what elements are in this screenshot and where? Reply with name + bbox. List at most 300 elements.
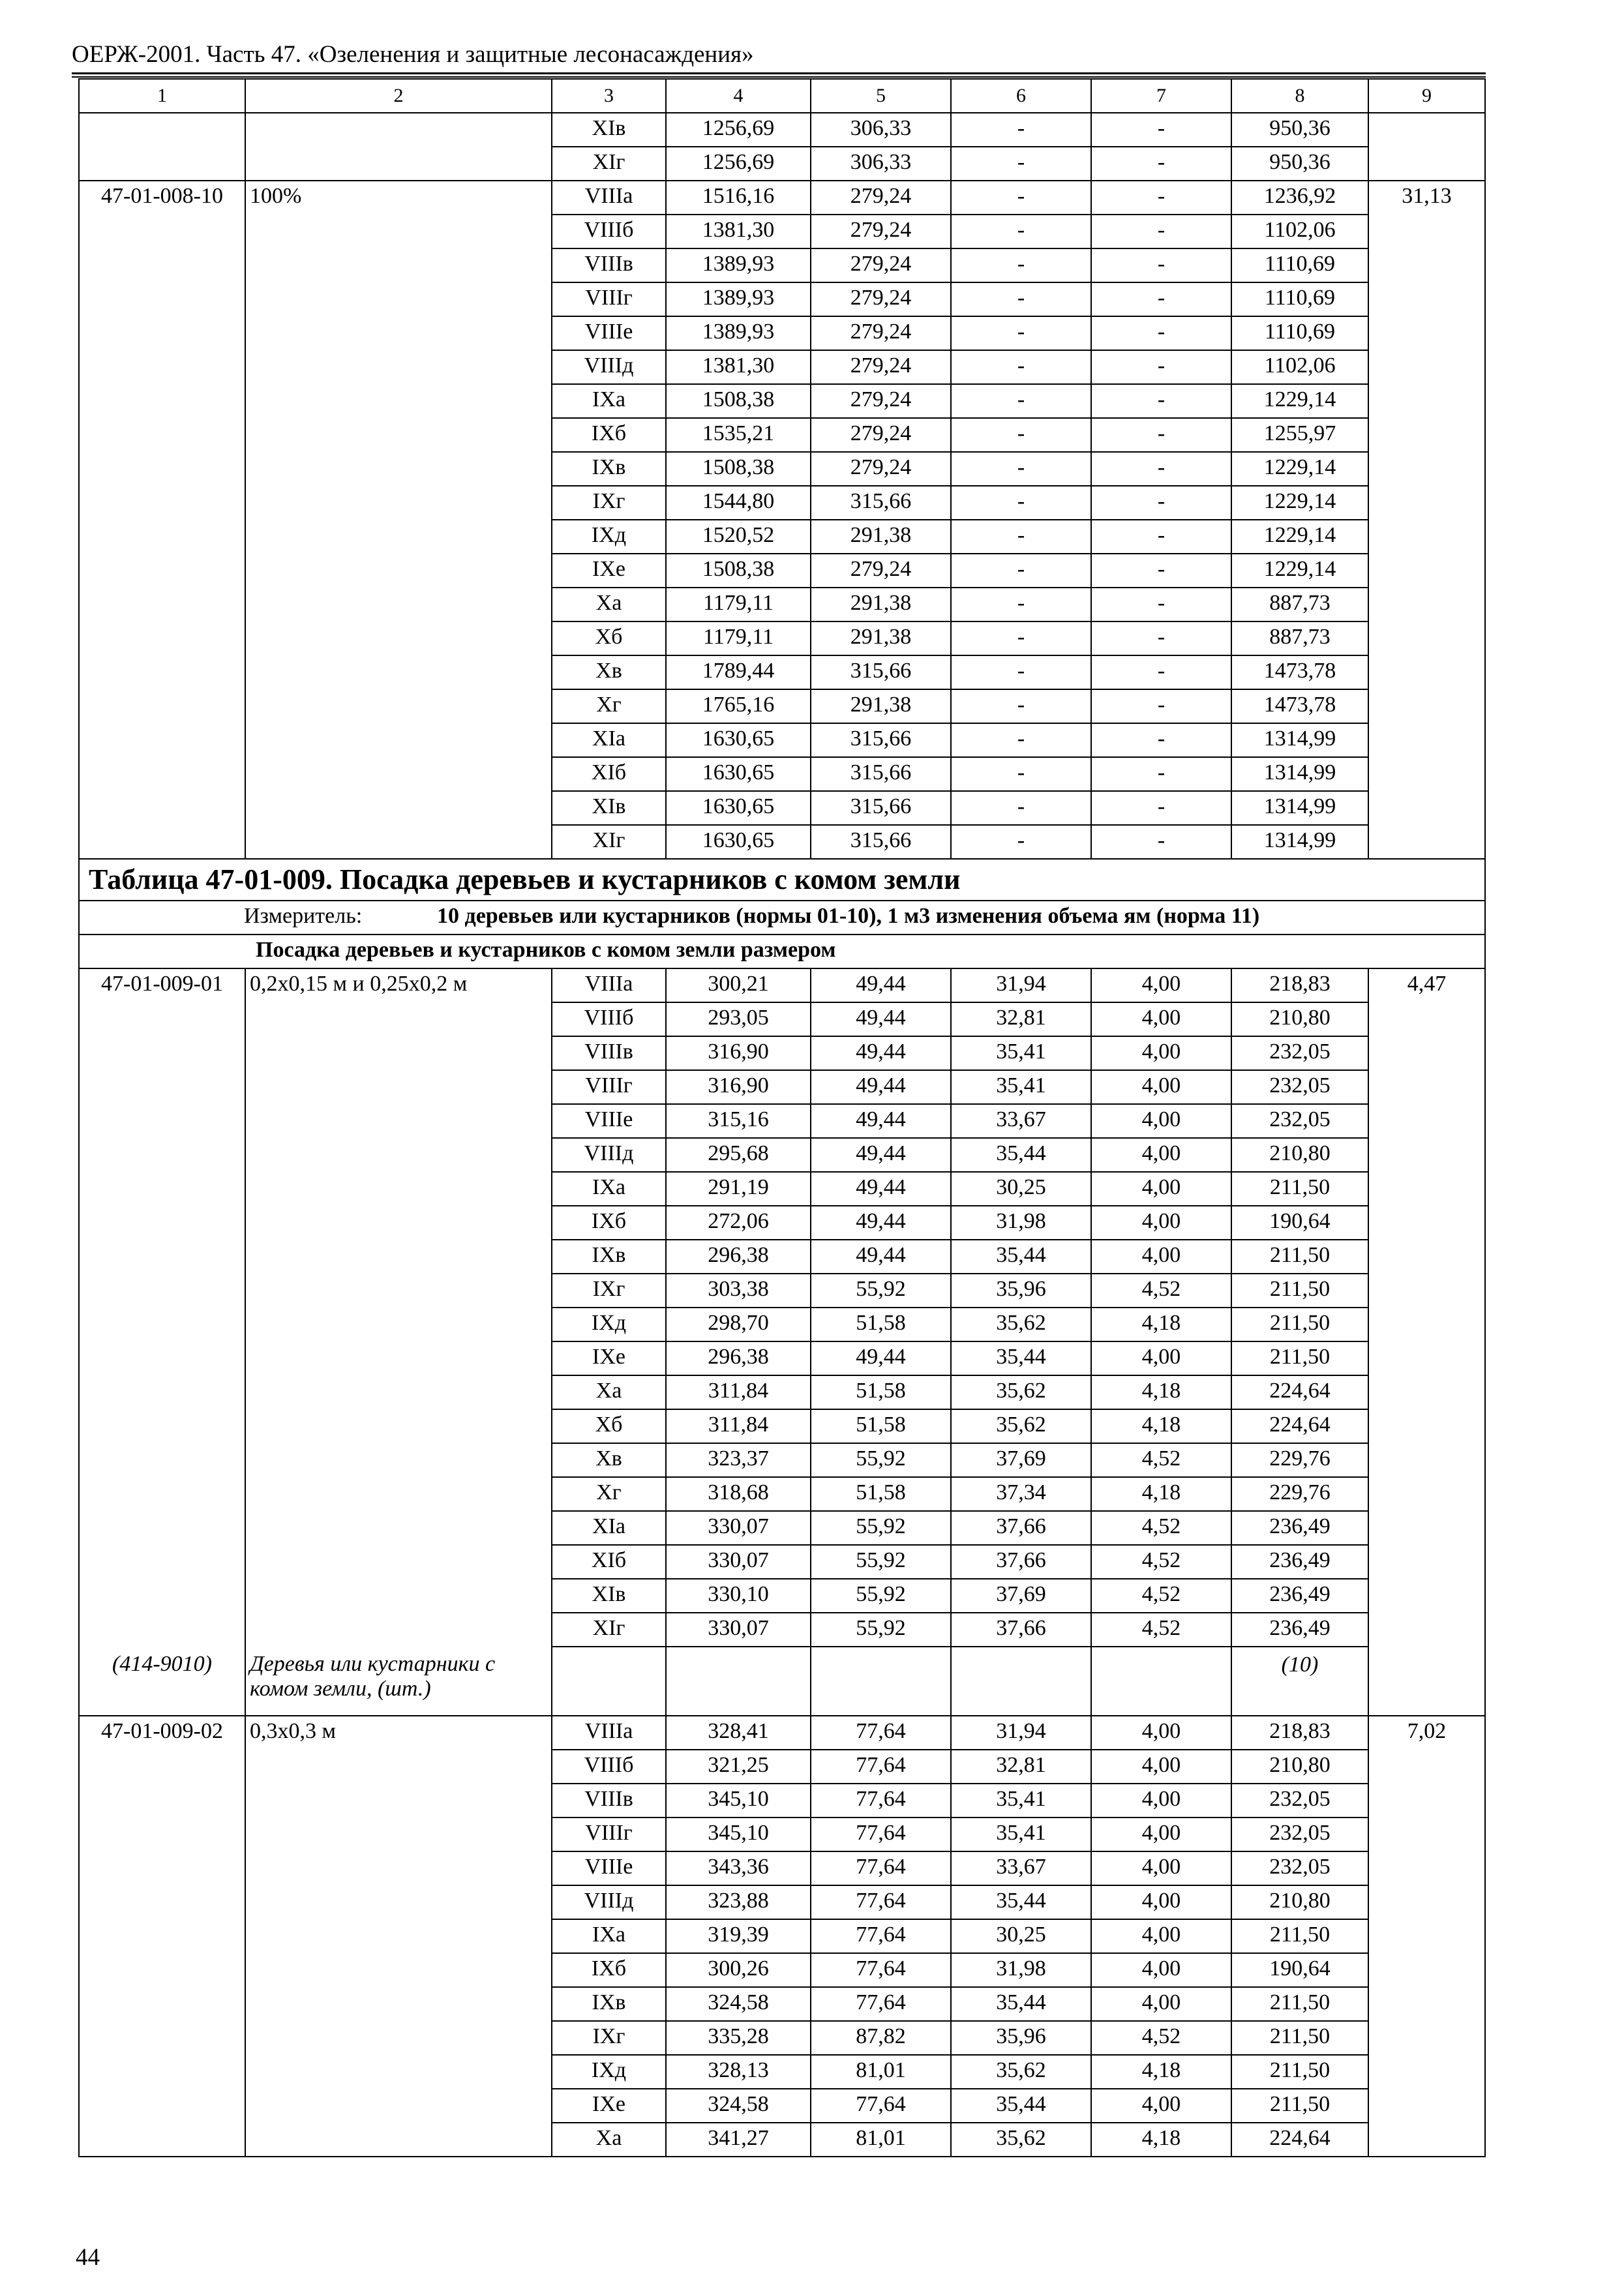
value-cell: - bbox=[951, 655, 1091, 689]
value-cell: 345,10 bbox=[666, 1784, 811, 1818]
col9-value: 7,02 bbox=[1368, 1716, 1485, 1750]
value-cell: 323,88 bbox=[666, 1885, 811, 1919]
zone-cell: Хг bbox=[552, 1477, 666, 1511]
value-cell bbox=[1091, 1647, 1231, 1716]
zone-cell: VIIIв bbox=[552, 248, 666, 282]
norm-code bbox=[79, 1341, 245, 1375]
table-row bbox=[79, 452, 1485, 486]
value-cell: 4,00 bbox=[1091, 1784, 1231, 1818]
value-cell: - bbox=[1091, 791, 1231, 825]
table-row bbox=[79, 1885, 1485, 1919]
column-numbers-row bbox=[79, 79, 1485, 113]
value-cell: 1236,92 bbox=[1231, 181, 1368, 215]
value-cell: 1229,14 bbox=[1231, 520, 1368, 554]
norm-code bbox=[79, 621, 245, 655]
table-row bbox=[79, 689, 1485, 723]
value-cell: 4,00 bbox=[1091, 1953, 1231, 1987]
value-cell: 211,50 bbox=[1231, 1341, 1368, 1375]
col9-value bbox=[1368, 621, 1485, 655]
norm-description bbox=[245, 689, 552, 723]
table-row bbox=[79, 791, 1485, 825]
value-cell: - bbox=[951, 486, 1091, 520]
zone-cell: ХIв bbox=[552, 113, 666, 147]
col9-value bbox=[1368, 1409, 1485, 1443]
value-cell: 330,07 bbox=[666, 1613, 811, 1647]
value-cell: 1110,69 bbox=[1231, 282, 1368, 316]
value-cell: - bbox=[951, 689, 1091, 723]
value-cell: 77,64 bbox=[811, 1784, 951, 1818]
table-row bbox=[79, 520, 1485, 554]
value-cell: - bbox=[1091, 350, 1231, 384]
value-cell: 37,66 bbox=[951, 1511, 1091, 1545]
col9-value: 31,13 bbox=[1368, 181, 1485, 215]
table-title: Таблица 47-01-009. Посадка деревьев и кустарников с комом земли bbox=[79, 859, 1485, 901]
value-cell: 4,52 bbox=[1091, 2021, 1231, 2055]
value-cell: 232,05 bbox=[1231, 1818, 1368, 1851]
value-cell: 49,44 bbox=[811, 1138, 951, 1172]
measure-label: Измеритель: bbox=[244, 904, 363, 928]
value-cell: 1110,69 bbox=[1231, 316, 1368, 350]
value-cell bbox=[666, 1647, 811, 1716]
col9-value bbox=[1368, 1579, 1485, 1613]
norm-code bbox=[79, 1274, 245, 1308]
value-cell bbox=[552, 1647, 666, 1716]
value-cell: - bbox=[1091, 486, 1231, 520]
value-cell: 55,92 bbox=[811, 1274, 951, 1308]
norm-code bbox=[79, 1375, 245, 1409]
value-cell: 4,52 bbox=[1091, 1579, 1231, 1613]
value-cell: 303,38 bbox=[666, 1274, 811, 1308]
value-cell: 291,38 bbox=[811, 588, 951, 621]
value-cell: 315,16 bbox=[666, 1104, 811, 1138]
value-cell: 4,00 bbox=[1091, 1240, 1231, 1274]
table-row bbox=[79, 1784, 1485, 1818]
value-cell: 1102,06 bbox=[1231, 350, 1368, 384]
norm-description bbox=[245, 621, 552, 655]
norm-code bbox=[79, 1545, 245, 1579]
value-cell: 279,24 bbox=[811, 282, 951, 316]
measure-value: 10 деревьев или кустарников (нормы 01-10), 1 м3 изменения объема ям (норма 11) bbox=[437, 904, 1260, 928]
zone-cell: VIIIе bbox=[552, 1851, 666, 1885]
column-number: 1 bbox=[79, 79, 245, 113]
table-row bbox=[79, 1851, 1485, 1885]
column-number: 3 bbox=[552, 79, 666, 113]
resource-code: (414-9010) bbox=[79, 1647, 245, 1716]
value-cell: 1508,38 bbox=[666, 452, 811, 486]
value-cell: - bbox=[951, 588, 1091, 621]
value-cell: 77,64 bbox=[811, 1919, 951, 1953]
value-cell: 887,73 bbox=[1231, 621, 1368, 655]
value-cell: - bbox=[1091, 621, 1231, 655]
col9-value bbox=[1368, 1919, 1485, 1953]
norm-description bbox=[245, 384, 552, 418]
norm-code bbox=[79, 2089, 245, 2123]
zone-cell: ХIв bbox=[552, 1579, 666, 1613]
norm-description bbox=[245, 2021, 552, 2055]
value-cell: 229,76 bbox=[1231, 1443, 1368, 1477]
norm-code bbox=[79, 350, 245, 384]
section-title: Посадка деревьев и кустарников с комом земли размером bbox=[79, 935, 1485, 968]
zone-cell: Хв bbox=[552, 655, 666, 689]
norm-code bbox=[79, 655, 245, 689]
value-cell: - bbox=[951, 418, 1091, 452]
value-cell: 35,44 bbox=[951, 2089, 1091, 2123]
value-cell: 321,25 bbox=[666, 1750, 811, 1784]
value-cell: 316,90 bbox=[666, 1036, 811, 1070]
value-cell: 328,13 bbox=[666, 2055, 811, 2089]
norm-description bbox=[245, 757, 552, 791]
norm-code bbox=[79, 215, 245, 248]
table-row bbox=[79, 968, 1485, 1002]
value-cell: 4,52 bbox=[1091, 1613, 1231, 1647]
value-cell: 335,28 bbox=[666, 2021, 811, 2055]
norm-description bbox=[245, 1274, 552, 1308]
value-cell: - bbox=[1091, 147, 1231, 181]
value-cell: - bbox=[1091, 655, 1231, 689]
norm-code bbox=[79, 1919, 245, 1953]
table-row bbox=[79, 1750, 1485, 1784]
value-cell: 4,18 bbox=[1091, 2055, 1231, 2089]
value-cell: 324,58 bbox=[666, 1987, 811, 2021]
norm-code bbox=[79, 2123, 245, 2157]
table-row bbox=[79, 1002, 1485, 1036]
norm-description bbox=[245, 723, 552, 757]
value-cell: 4,00 bbox=[1091, 1172, 1231, 1206]
value-cell: 51,58 bbox=[811, 1477, 951, 1511]
table-row bbox=[79, 588, 1485, 621]
value-cell: 35,62 bbox=[951, 1375, 1091, 1409]
norm-code bbox=[79, 1818, 245, 1851]
table-row bbox=[79, 1443, 1485, 1477]
norm-description bbox=[245, 1784, 552, 1818]
value-cell: 1535,21 bbox=[666, 418, 811, 452]
column-number: 4 bbox=[666, 79, 811, 113]
value-cell: 51,58 bbox=[811, 1375, 951, 1409]
value-cell: 279,24 bbox=[811, 215, 951, 248]
table-row bbox=[79, 248, 1485, 282]
value-cell: 315,66 bbox=[811, 757, 951, 791]
value-cell: 1229,14 bbox=[1231, 384, 1368, 418]
col9-value bbox=[1368, 248, 1485, 282]
value-cell: 4,18 bbox=[1091, 2123, 1231, 2157]
value-cell: 279,24 bbox=[811, 418, 951, 452]
table-row bbox=[79, 1138, 1485, 1172]
col9-value bbox=[1368, 1477, 1485, 1511]
table-row bbox=[79, 113, 1485, 147]
table-row bbox=[79, 1104, 1485, 1138]
norm-code bbox=[79, 1443, 245, 1477]
value-cell: 218,83 bbox=[1231, 1716, 1368, 1750]
value-cell: 1473,78 bbox=[1231, 655, 1368, 689]
norm-code bbox=[79, 588, 245, 621]
col9-value bbox=[1368, 147, 1485, 181]
value-cell: - bbox=[1091, 181, 1231, 215]
value-cell: 4,00 bbox=[1091, 1070, 1231, 1104]
value-cell: 236,49 bbox=[1231, 1511, 1368, 1545]
col9-value bbox=[1368, 2055, 1485, 2089]
col9-value bbox=[1368, 486, 1485, 520]
value-cell: 4,00 bbox=[1091, 1002, 1231, 1036]
value-cell: 49,44 bbox=[811, 1104, 951, 1138]
norm-code bbox=[79, 384, 245, 418]
value-cell: 1630,65 bbox=[666, 723, 811, 757]
value-cell: - bbox=[951, 384, 1091, 418]
value-cell: 4,00 bbox=[1091, 1104, 1231, 1138]
col9-value bbox=[1368, 418, 1485, 452]
value-cell: 1789,44 bbox=[666, 655, 811, 689]
value-cell: 31,98 bbox=[951, 1206, 1091, 1240]
value-cell: 35,96 bbox=[951, 2021, 1091, 2055]
value-cell: 293,05 bbox=[666, 1002, 811, 1036]
value-cell: 343,36 bbox=[666, 1851, 811, 1885]
table-row bbox=[79, 1375, 1485, 1409]
value-cell: 323,37 bbox=[666, 1443, 811, 1477]
col9-value bbox=[1368, 655, 1485, 689]
table-row bbox=[79, 1613, 1485, 1647]
value-cell: 55,92 bbox=[811, 1545, 951, 1579]
value-cell: 211,50 bbox=[1231, 1172, 1368, 1206]
value-cell: 77,64 bbox=[811, 1818, 951, 1851]
zone-cell: Ха bbox=[552, 588, 666, 621]
value-cell: 236,49 bbox=[1231, 1545, 1368, 1579]
zone-cell: IХе bbox=[552, 1341, 666, 1375]
value-cell: 51,58 bbox=[811, 1409, 951, 1443]
value-cell: 35,62 bbox=[951, 2055, 1091, 2089]
value-cell: 4,00 bbox=[1091, 1716, 1231, 1750]
col9-value bbox=[1368, 384, 1485, 418]
zone-cell: ХIг bbox=[552, 1613, 666, 1647]
value-cell: 236,49 bbox=[1231, 1579, 1368, 1613]
value-cell: 1229,14 bbox=[1231, 486, 1368, 520]
value-cell: 49,44 bbox=[811, 1002, 951, 1036]
norm-description: 100% bbox=[245, 181, 552, 215]
value-cell: 330,10 bbox=[666, 1579, 811, 1613]
norm-description bbox=[245, 1885, 552, 1919]
zone-cell: Хг bbox=[552, 689, 666, 723]
norm-description bbox=[245, 113, 552, 147]
value-cell: 1765,16 bbox=[666, 689, 811, 723]
norm-description bbox=[245, 2123, 552, 2157]
table-row bbox=[79, 1341, 1485, 1375]
resource-qty: (10) bbox=[1231, 1647, 1368, 1716]
value-cell: 1473,78 bbox=[1231, 689, 1368, 723]
value-cell: - bbox=[1091, 689, 1231, 723]
zone-cell: VIIIе bbox=[552, 1104, 666, 1138]
value-cell: - bbox=[951, 282, 1091, 316]
norm-description bbox=[245, 282, 552, 316]
value-cell: 211,50 bbox=[1231, 1274, 1368, 1308]
col9-value bbox=[1368, 452, 1485, 486]
norm-code bbox=[79, 757, 245, 791]
norm-code bbox=[79, 554, 245, 588]
norm-description bbox=[245, 248, 552, 282]
norm-code bbox=[79, 452, 245, 486]
value-cell: 1256,69 bbox=[666, 113, 811, 147]
value-cell: 306,33 bbox=[811, 113, 951, 147]
value-cell: 279,24 bbox=[811, 452, 951, 486]
value-cell: 1389,93 bbox=[666, 248, 811, 282]
norm-code bbox=[79, 1308, 245, 1341]
value-cell: - bbox=[1091, 113, 1231, 147]
value-cell: 211,50 bbox=[1231, 2021, 1368, 2055]
col9-value bbox=[1368, 1443, 1485, 1477]
value-cell: 35,44 bbox=[951, 1341, 1091, 1375]
col9-value bbox=[1368, 1613, 1485, 1647]
value-cell: 49,44 bbox=[811, 1070, 951, 1104]
norm-code bbox=[79, 1002, 245, 1036]
value-cell: 1381,30 bbox=[666, 215, 811, 248]
zone-cell: VIIIд bbox=[552, 1885, 666, 1919]
col9-value bbox=[1368, 1851, 1485, 1885]
value-cell: 319,39 bbox=[666, 1919, 811, 1953]
table-row bbox=[79, 2123, 1485, 2157]
norm-description bbox=[245, 2055, 552, 2089]
zone-cell: IХв bbox=[552, 452, 666, 486]
value-cell: 950,36 bbox=[1231, 147, 1368, 181]
value-cell: - bbox=[951, 825, 1091, 859]
value-cell: 211,50 bbox=[1231, 1308, 1368, 1341]
norm-description bbox=[245, 1375, 552, 1409]
value-cell: 190,64 bbox=[1231, 1953, 1368, 1987]
zone-cell: VIIIг bbox=[552, 1070, 666, 1104]
value-cell: 224,64 bbox=[1231, 2123, 1368, 2157]
norm-code bbox=[79, 520, 245, 554]
value-cell: - bbox=[951, 621, 1091, 655]
table-row bbox=[79, 1206, 1485, 1240]
zone-cell: IХа bbox=[552, 1172, 666, 1206]
zone-cell: VIIIа bbox=[552, 1716, 666, 1750]
value-cell: - bbox=[1091, 316, 1231, 350]
value-cell: 190,64 bbox=[1231, 1206, 1368, 1240]
value-cell: 1255,97 bbox=[1231, 418, 1368, 452]
value-cell: - bbox=[1091, 215, 1231, 248]
zone-cell: IХб bbox=[552, 418, 666, 452]
value-cell: - bbox=[1091, 757, 1231, 791]
col9-value bbox=[1368, 1818, 1485, 1851]
value-cell: 279,24 bbox=[811, 384, 951, 418]
norm-description bbox=[245, 1443, 552, 1477]
value-cell: 1381,30 bbox=[666, 350, 811, 384]
norm-description bbox=[245, 1240, 552, 1274]
page-header-title: ОЕРЖ-2001. Часть 47. «Озеленения и защитные лесонасаждения» bbox=[72, 41, 754, 68]
col9-value bbox=[1368, 689, 1485, 723]
value-cell: 950,36 bbox=[1231, 113, 1368, 147]
norm-code bbox=[79, 2021, 245, 2055]
norm-code: 47-01-008-10 bbox=[79, 181, 245, 215]
col9-value bbox=[1368, 1784, 1485, 1818]
norm-code bbox=[79, 486, 245, 520]
col9-value bbox=[1368, 791, 1485, 825]
value-cell: 77,64 bbox=[811, 2089, 951, 2123]
zone-cell: VIIIб bbox=[552, 215, 666, 248]
norm-code bbox=[79, 689, 245, 723]
norm-code bbox=[79, 1172, 245, 1206]
norm-code: 47-01-009-01 bbox=[79, 968, 245, 1002]
value-cell: 1314,99 bbox=[1231, 791, 1368, 825]
value-cell: 296,38 bbox=[666, 1240, 811, 1274]
norm-description bbox=[245, 1002, 552, 1036]
zone-cell: Хв bbox=[552, 1443, 666, 1477]
value-cell: 1508,38 bbox=[666, 384, 811, 418]
value-cell: 35,44 bbox=[951, 1240, 1091, 1274]
value-cell: 32,81 bbox=[951, 1750, 1091, 1784]
value-cell: - bbox=[951, 723, 1091, 757]
value-cell: 300,26 bbox=[666, 1953, 811, 1987]
zone-cell: IХа bbox=[552, 384, 666, 418]
norm-code bbox=[79, 1885, 245, 1919]
col9-value bbox=[1368, 1987, 1485, 2021]
value-cell: 4,00 bbox=[1091, 1919, 1231, 1953]
value-cell: 35,44 bbox=[951, 1138, 1091, 1172]
col9-value bbox=[1368, 1274, 1485, 1308]
norm-code bbox=[79, 316, 245, 350]
table-row bbox=[79, 1477, 1485, 1511]
value-cell: 295,68 bbox=[666, 1138, 811, 1172]
table-row bbox=[79, 181, 1485, 215]
zone-cell: ХIа bbox=[552, 1511, 666, 1545]
value-cell: - bbox=[1091, 452, 1231, 486]
value-cell: 49,44 bbox=[811, 1172, 951, 1206]
value-cell: 279,24 bbox=[811, 350, 951, 384]
norm-description bbox=[245, 1172, 552, 1206]
zone-cell: Ха bbox=[552, 2123, 666, 2157]
value-cell: 1630,65 bbox=[666, 825, 811, 859]
table-row bbox=[79, 1172, 1485, 1206]
value-cell: 55,92 bbox=[811, 1443, 951, 1477]
col9-value bbox=[1368, 1375, 1485, 1409]
value-cell: 35,41 bbox=[951, 1818, 1091, 1851]
value-cell: 81,01 bbox=[811, 2123, 951, 2157]
zone-cell: VIIIд bbox=[552, 1138, 666, 1172]
col9-value bbox=[1368, 1240, 1485, 1274]
norm-description bbox=[245, 1851, 552, 1885]
value-cell: 4,00 bbox=[1091, 2089, 1231, 2123]
value-cell: 35,62 bbox=[951, 2123, 1091, 2157]
value-cell: 1229,14 bbox=[1231, 554, 1368, 588]
col9-value bbox=[1368, 554, 1485, 588]
table-row bbox=[79, 350, 1485, 384]
norm-description bbox=[245, 1308, 552, 1341]
norm-description bbox=[245, 316, 552, 350]
value-cell: 210,80 bbox=[1231, 1750, 1368, 1784]
value-cell: 291,38 bbox=[811, 689, 951, 723]
col9-value bbox=[1368, 2123, 1485, 2157]
value-cell: 31,94 bbox=[951, 968, 1091, 1002]
value-cell: 298,70 bbox=[666, 1308, 811, 1341]
value-cell: 211,50 bbox=[1231, 2089, 1368, 2123]
value-cell: 37,66 bbox=[951, 1613, 1091, 1647]
table-row bbox=[79, 1070, 1485, 1104]
col9-value bbox=[1368, 1511, 1485, 1545]
value-cell: 210,80 bbox=[1231, 1885, 1368, 1919]
value-cell: 887,73 bbox=[1231, 588, 1368, 621]
value-cell: 324,58 bbox=[666, 2089, 811, 2123]
zone-cell: ХIб bbox=[552, 1545, 666, 1579]
norm-description bbox=[245, 1953, 552, 1987]
measure-cell bbox=[79, 901, 1485, 935]
table-row bbox=[79, 486, 1485, 520]
norm-description bbox=[245, 1070, 552, 1104]
value-cell: 279,24 bbox=[811, 316, 951, 350]
norm-description bbox=[245, 1579, 552, 1613]
value-cell: 330,07 bbox=[666, 1511, 811, 1545]
value-cell: 4,52 bbox=[1091, 1511, 1231, 1545]
zone-cell: IХд bbox=[552, 520, 666, 554]
col9-value bbox=[1368, 1172, 1485, 1206]
value-cell: - bbox=[1091, 282, 1231, 316]
value-cell: 49,44 bbox=[811, 968, 951, 1002]
value-cell: 1389,93 bbox=[666, 316, 811, 350]
